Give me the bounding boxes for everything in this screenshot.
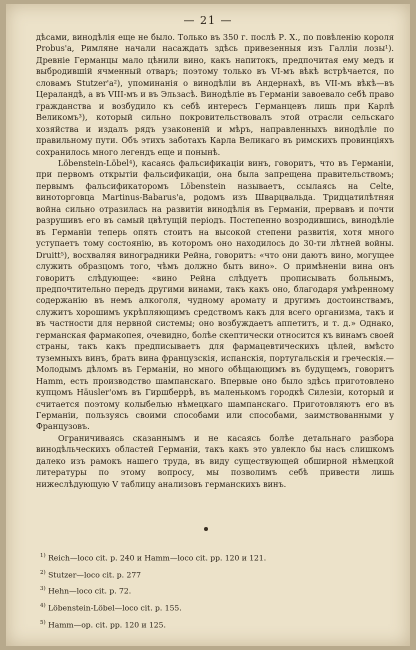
footnote-3	[40, 582, 380, 599]
footnote-2	[40, 566, 380, 583]
footnote-text: Löbenstein-Löbel—loco cit. p. 155.	[48, 603, 182, 613]
page-number: — 21 —	[183, 14, 233, 27]
footnote-4	[40, 599, 380, 616]
footnote-mark: 1)	[40, 553, 46, 559]
paragraph-2: Löbenstein-Löbel⁴), касаясь фальсификаціи винъ, говоритъ, что въ Германіи, при первомъ открытіи фальсификаціи, она была запрещена правительствомъ; первымъ фальсификаторомъ Löbenstein называетъ, ссылаясь на Celte, виноторговца Martinus-Babarus'а, родомъ изъ Шварцвальда. Тридцатилѣтняя война сильно отразилась на развитіи винодѣлія въ Германіи, прервавъ и почти разрушивъ его въ самый цвѣтущій періодъ. Постепенно возродившись, винодѣліе въ Германіи теперь опять стоитъ на высокой степени развитія, хотя много уступаетъ тому состоянію, въ которомъ оно находилось до 30-ти лѣтней войны. Druitt⁵), восхваляя виноградники Рейна, говоритъ: «что они даютъ вино, могущее служить образцомъ того, чѣмъ должно быть вино». О примѣненіи вина онъ говоритъ слѣдующее: «вино Рейна слѣдуетъ прописывать больнымъ, предпочтительно передъ другими винами, такъ какъ оно, благодаря умѣренному содержанію въ немъ алкоголя, чудному аромату и другимъ достоинствамъ, служитъ хорошимъ укрѣпляющимъ средствомъ какъ для всего организма, такъ и въ частности для нервной системы; оно возбуждаетъ аппетитъ, и т. д.» Однако, германская фармакопея, очевидно, болѣе скептически относится къ винамъ своей страны, такъ какъ предписываетъ для фармацевтическихъ цѣлей, вмѣсто туземныхъ винъ, брать вина французскія, испанскія, португальскія и греческія.—Молодымъ дѣломъ въ Германіи, но много обѣщающимъ въ будущемъ, говоритъ Hamm, есть производство шампанскаго. Впервые оно было здѣсь приготовлено купцомъ Häusler'омъ въ Гиршберрѣ, въ маленькомъ городкѣ Силезіи, который и считается поэтому колыбелью нѣмецкаго шампанскаго. Приготовляютъ его въ Германіи, пользуясь своими способами или способами, заимствованными у Французовъ.	[36, 157, 394, 432]
main-text	[36, 32, 394, 490]
footnote-1	[40, 549, 380, 566]
footnote-5	[40, 616, 380, 633]
footnote-text: Reich—loco cit. p. 240 и Hamm—loco cit. pp. 120 и 121.	[48, 553, 267, 563]
footnote-text: Hehn—loco cit. p. 72.	[48, 587, 132, 596]
footnote-mark: 5)	[40, 619, 46, 626]
footnote-mark: 3)	[40, 586, 46, 593]
paragraph-1: дѣсами, винодѣлія еще не было. Только въ 350 г. послѣ Р. Х., по повѣленію короля Probus'а, Римляне начали насаждать здѣсь привезенныя изъ Галліи лозы¹). Древніе Германцы мало цѣнили вино, какъ напитокъ, предпочитая ему медъ и выбродившій ячменный отваръ; поэтому только въ VI-мъ вѣкѣ встрѣчается, по словамъ Stutzer'а²), упоминанія о винодѣліи въ Андернахѣ, въ VII-мъ вѣкѣ—въ Цераландѣ, а въ VIII-мъ и въ Эльзасѣ. Винодѣліе въ Германіи завоевало себѣ право гражданства и возбудило къ себѣ интересъ Германцевъ лишь при Карлѣ Великомъ³), который сильно покровительствовалъ этой отрасли сельскаго хозяйства и издалъ рядъ узаконеній и мѣръ, направленныхъ винодѣліе по правильному пути. Объ этихъ заботахъ Карла Великаго въ римскихъ провинціяхъ сохранилось много легендъ еще и понынѣ.	[36, 32, 394, 157]
paragraph-3: Ограничиваясь сказаннымъ и не касаясь болѣе детальнаго разбора винодѣльческихъ областей Германіи, такъ какъ это увлекло бы насъ слишкомъ далеко изъ рамокъ нашего труда, въ виду существующей обширной нѣмецкой литературы по этому вопросу, мы позволимъ себѣ привести лишь нижеслѣдующую V таблицу анализовъ германскихъ винъ.	[36, 432, 394, 489]
footnote-text: Stutzer—loco cit. p. 277	[48, 570, 141, 580]
footnote-text: Hamm—op. cit. pp. 120 и 125.	[48, 620, 166, 630]
footnote-mark: 4)	[40, 603, 46, 610]
book-page	[6, 4, 410, 646]
footnotes	[40, 549, 380, 633]
section-separator-dot	[204, 527, 208, 531]
footnote-mark: 2)	[40, 569, 46, 576]
